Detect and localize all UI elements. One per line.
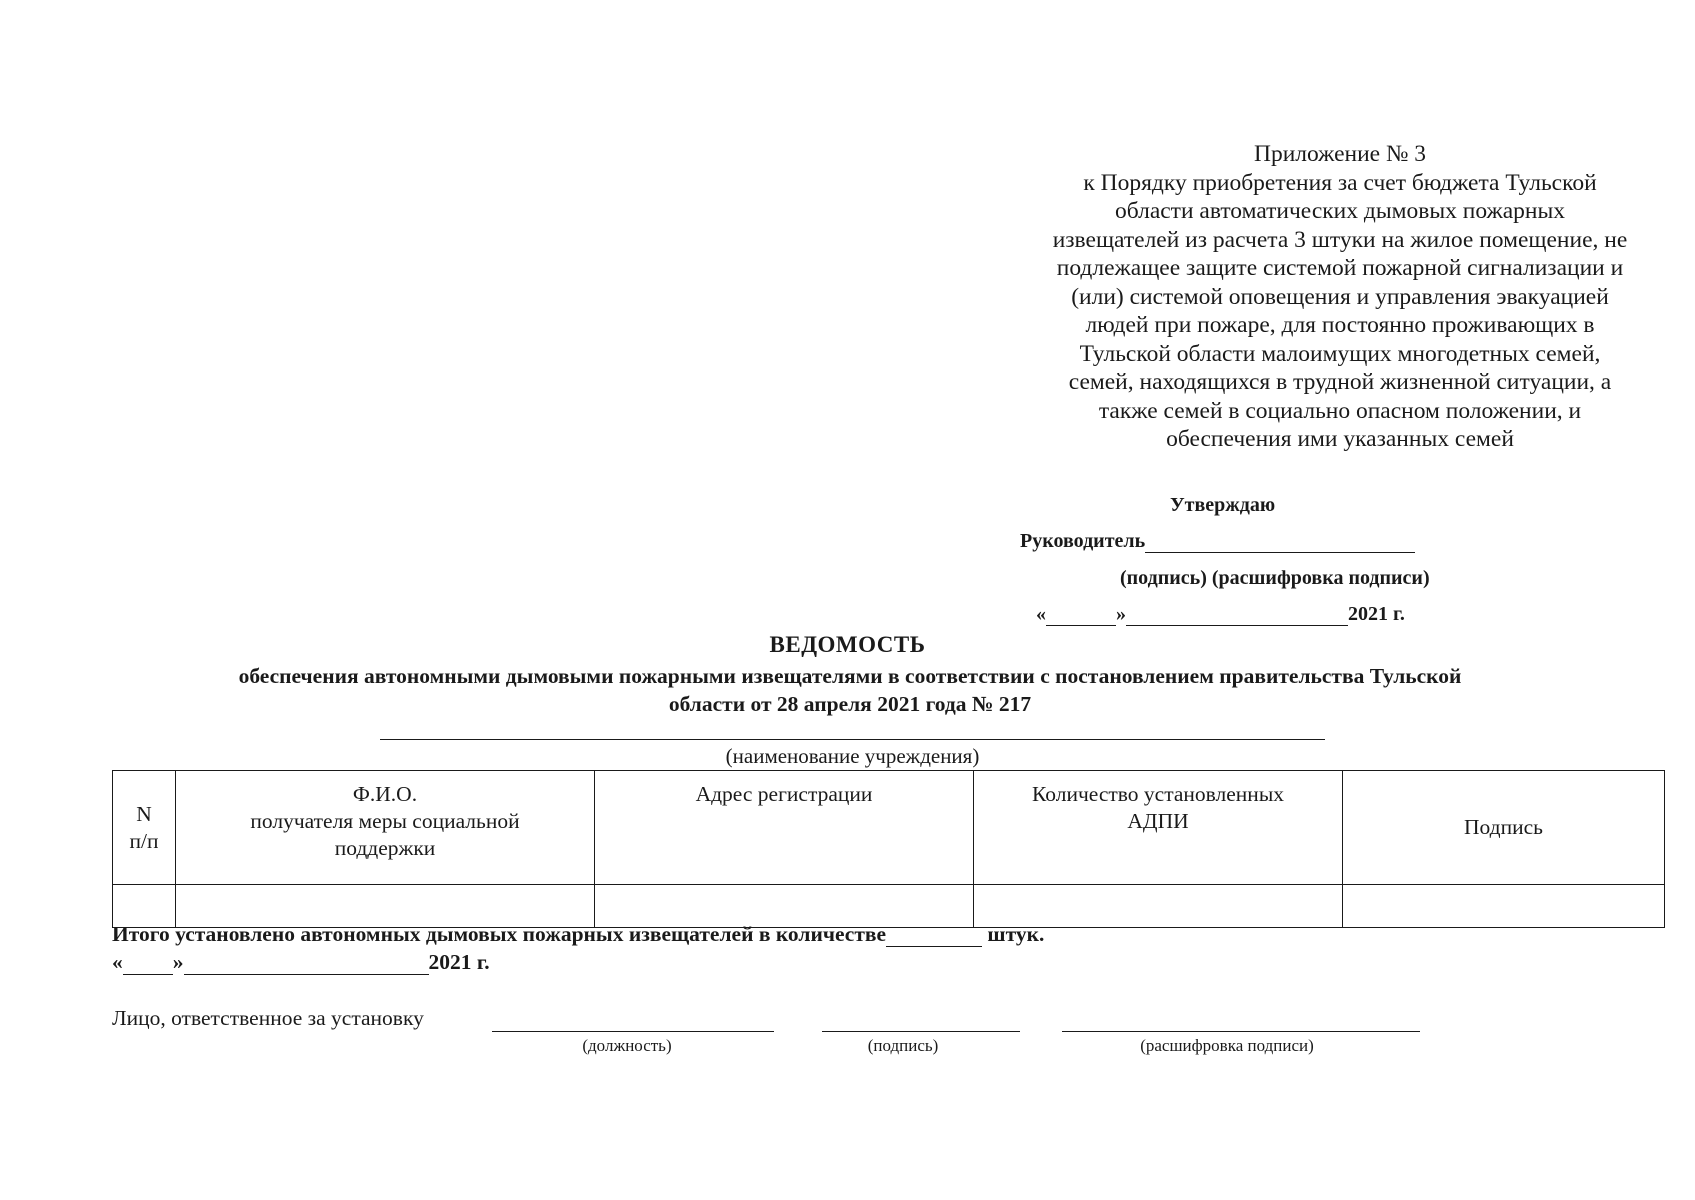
head-signature-line: [1020, 530, 1415, 553]
appendix-line: к Порядку приобретения за счет бюджета Тульской: [1083, 169, 1597, 196]
total-line: Итого установлено автономных дымовых пожарных извещателей в количестве штук.: [112, 922, 1045, 946]
appendix-line: извещателей из расчета 3 штуки на жилое помещение, не: [1052, 226, 1628, 253]
header-address: Адрес регистрации: [595, 771, 974, 885]
responsible-label: Лицо, ответственное за установку: [112, 1006, 424, 1030]
footer-date: « » 2021 г.: [112, 950, 490, 974]
month-blank[interactable]: [1126, 605, 1348, 626]
position-caption: (должность): [582, 1036, 672, 1055]
approval-date: « » 2021 г.: [1036, 603, 1405, 625]
recipients-table: [112, 770, 1665, 928]
document-subtitle: обеспечения автономными дымовыми пожарными извещателями в соответствии с постановлением правительства Тульской области от 28 апреля 2021 года № 217: [238, 664, 1462, 716]
header-detector-count: Количество установленных АДПИ: [974, 771, 1343, 885]
appendix-note: [1000, 140, 1680, 454]
signature-blank[interactable]: [822, 1031, 1020, 1032]
header-signature: Подпись: [1343, 771, 1665, 885]
footer-day-blank[interactable]: [123, 954, 173, 975]
institution-caption: (наименование учреждения): [725, 744, 980, 768]
appendix-number: Приложение № 3: [1253, 141, 1427, 167]
appendix-line: обеспечения ими указанных семей: [1166, 426, 1514, 452]
appendix-line: подлежащее защите системой пожарной сигнализации и: [1056, 255, 1624, 281]
head-name-blank[interactable]: [1145, 532, 1415, 553]
signature-note: (подпись) (расшифровка подписи): [1120, 567, 1430, 589]
signature-decoding-blank[interactable]: [1062, 1031, 1420, 1032]
signature-caption: (подпись): [867, 1036, 939, 1055]
approval-title: Утверждаю: [1170, 494, 1276, 516]
header-number: N п/п: [113, 771, 176, 885]
day-blank[interactable]: [1046, 605, 1116, 626]
table-header-row: [113, 771, 1665, 885]
position-blank[interactable]: [492, 1031, 774, 1032]
appendix-line: области автоматических дымовых пожарных: [1114, 198, 1566, 224]
head-label: Руководитель: [1020, 530, 1146, 552]
document-title: ВЕДОМОСТЬ: [769, 632, 926, 657]
appendix-line: также семей в социально опасном положении, и: [1098, 397, 1582, 424]
appendix-line: людей при пожаре, для постоянно проживающих в: [1085, 312, 1595, 338]
footer-month-blank[interactable]: [184, 954, 429, 975]
appendix-line: (или) системой оповещения и управления эвакуацией: [1071, 283, 1609, 310]
total-count-blank[interactable]: [886, 926, 982, 947]
header-full-name: Ф.И.О. получателя меры социальной поддержки: [176, 771, 595, 885]
appendix-line: Тульской области малоимущих многодетных семей,: [1079, 340, 1601, 367]
appendix-line: семей, находящихся в трудной жизненной ситуации, а: [1068, 369, 1612, 395]
table-cell[interactable]: [1343, 885, 1665, 928]
institution-name-blank[interactable]: [380, 739, 1325, 740]
signature-decoding-caption: (расшифровка подписи): [1140, 1036, 1314, 1055]
